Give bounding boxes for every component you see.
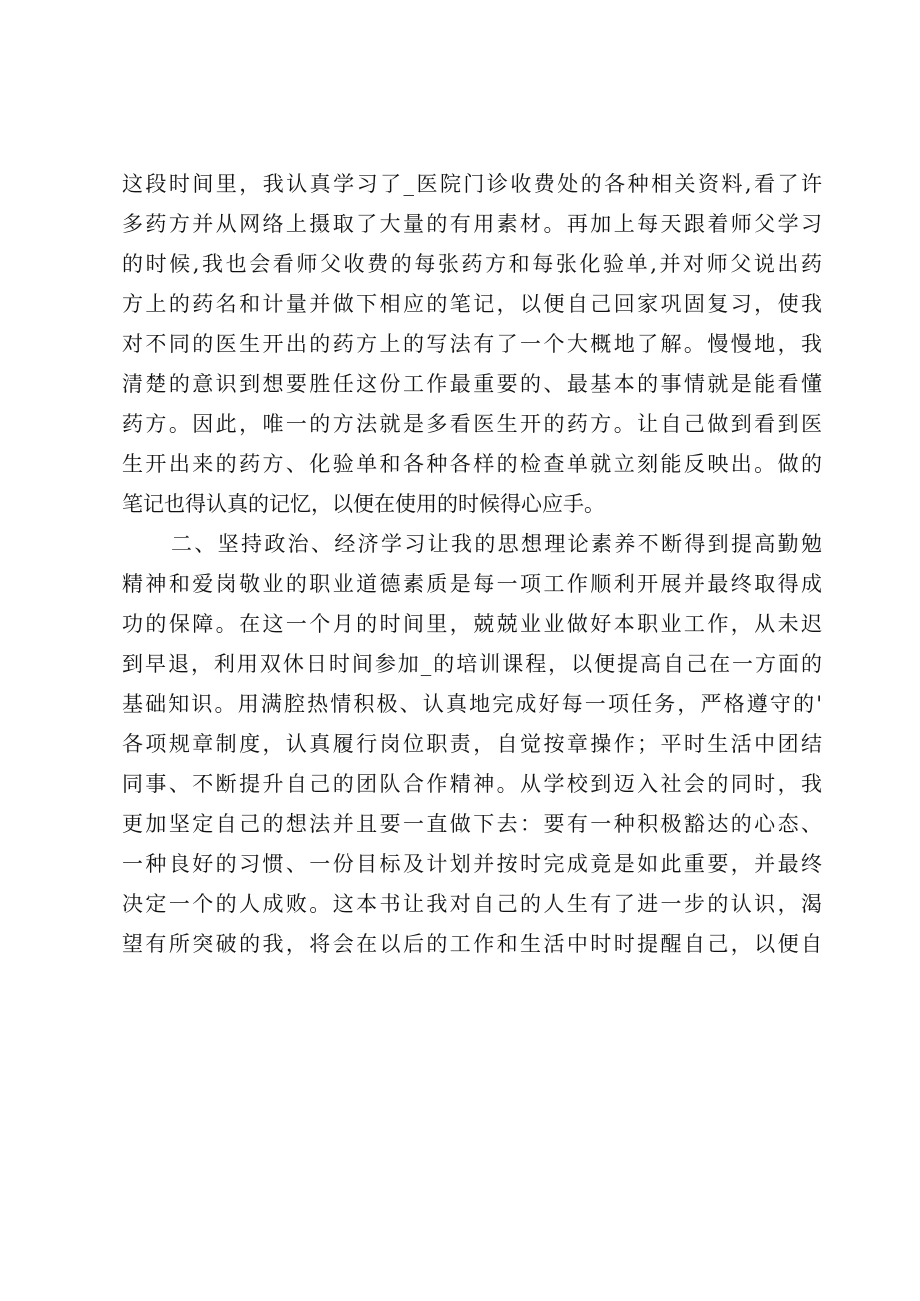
- text-line: 功的保障。在这一个月的时间里，兢兢业业做好本职业工作，从未迟: [122, 612, 822, 636]
- text-line: 同事、不断提升自己的团队合作精神。从学校到迈入社会的同时，我: [122, 772, 822, 796]
- text-line: 各项规章制度，认真履行岗位职责，自觉按章操作；平时生活中团结: [122, 732, 822, 756]
- text-line: 望有所突破的我，将会在以后的工作和生活中时时提醒自己，以便自: [122, 932, 822, 956]
- text-line: 精神和爱岗敬业的职业道德素质是每一项工作顺利开展并最终取得成: [122, 572, 822, 596]
- text-line: 更加坚定自己的想法并且要一直做下去：要有一种积极豁达的心态、: [122, 812, 822, 836]
- text-line: 清楚的意识到想要胜任这份工作最重要的、最基本的事情就是能看懂: [122, 372, 822, 396]
- text-line: 笔记也得认真的记忆，以便在使用的时候得心应手。: [122, 492, 605, 516]
- text-line: 生开出来的药方、化验单和各种各样的检查单就立刻能反映出。做的: [122, 452, 822, 476]
- text-line: 药方。因此，唯一的方法就是多看医生开的药方。让自己做到看到医: [122, 412, 822, 436]
- text-line: 二、坚持政治、经济学习让我的思想理论素养不断得到提高勤勉: [171, 532, 822, 556]
- paragraph-1: [122, 164, 822, 524]
- text-line: 对不同的医生开出的药方上的写法有了一个大概地了解。慢慢地，我: [122, 332, 822, 356]
- text-line: 决定一个的人成败。这本书让我对自己的人生有了进一步的认识，渴: [122, 892, 822, 916]
- text-line: 这段时间里，我认真学习了_医院门诊收费处的各种相关资料,看了许: [122, 172, 822, 196]
- text-line: 方上的药名和计量并做下相应的笔记，以便自己回家巩固复习，使我: [122, 292, 822, 316]
- paragraph-2: [122, 524, 822, 964]
- text-line: 基础知识。用满腔热情积极、认真地完成好每一项任务，严格遵守的': [122, 692, 822, 716]
- text-line: 到早退，利用双休日时间参加_的培训课程，以便提高自己在一方面的: [122, 652, 822, 676]
- text-line: 一种良好的习惯、一份目标及计划并按时完成竟是如此重要，并最终: [122, 852, 822, 876]
- text-line: 多药方并从网络上摄取了大量的有用素材。再加上每天跟着师父学习: [122, 212, 822, 236]
- document-body: [122, 164, 822, 964]
- text-line: 的时候,我也会看师父收费的每张药方和每张化验单,并对师父说出药: [122, 252, 822, 276]
